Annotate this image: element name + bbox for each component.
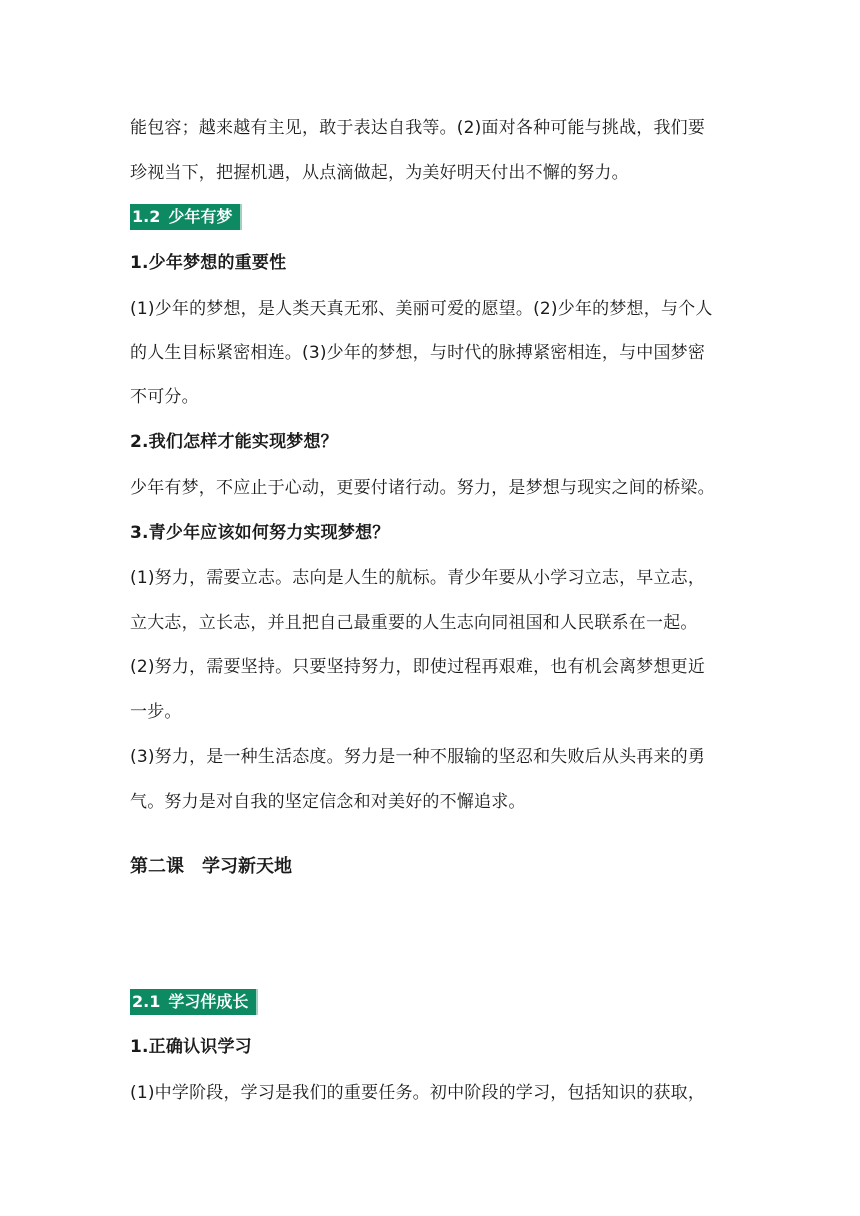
section-badge-2-1 <box>130 989 258 1015</box>
question-heading: 3.青少年应该如何努力实现梦想？ <box>130 523 390 543</box>
paragraph-line: (1)努力，需要立志。志向是人生的航标。青少年要从小学习立志，早立志， <box>130 568 706 588</box>
paragraph-line: (2)努力，需要坚持。只要坚持努力，即使过程再艰难，也有机会离梦想更近 <box>130 657 706 677</box>
lesson-title: 第二课 学习新天地 <box>130 856 292 877</box>
section-badge-1-2 <box>130 204 242 230</box>
paragraph-line: 立大志，立长志，并且把自己最重要的人生志向同祖国和人民联系在一起。 <box>130 613 698 633</box>
paragraph-line: (3)努力，是一种生活态度。努力是一种不服输的坚忍和失败后从头再来的勇 <box>130 747 706 767</box>
paragraph-line: (1)中学阶段，学习是我们的重要任务。初中阶段的学习，包括知识的获取， <box>130 1083 706 1103</box>
section-title: 少年有梦 <box>168 207 233 226</box>
section-number: 2.1 <box>132 992 161 1011</box>
paragraph-line: (1)少年的梦想，是人类天真无邪、美丽可爱的愿望。(2)少年的梦想，与个人 <box>130 299 713 319</box>
question-heading: 1.正确认识学习 <box>130 1037 252 1057</box>
paragraph-line: 珍视当下，把握机遇，从点滴做起，为美好明天付出不懈的努力。 <box>130 163 629 183</box>
paragraph-line: 不可分。 <box>130 387 199 407</box>
question-heading: 2.我们怎样才能实现梦想？ <box>130 432 338 452</box>
section-title: 学习伴成长 <box>168 992 249 1011</box>
question-heading: 1.少年梦想的重要性 <box>130 253 287 273</box>
paragraph-line: 的人生目标紧密相连。(3)少年的梦想，与时代的脉搏紧密相连，与中国梦密 <box>130 343 706 363</box>
section-number: 1.2 <box>132 207 161 226</box>
paragraph-line: 少年有梦，不应止于心动，更要付诸行动。努力，是梦想与现实之间的桥梁。 <box>130 478 715 498</box>
paragraph-line: 气。努力是对自我的坚定信念和对美好的不懈追求。 <box>130 792 526 812</box>
paragraph-line: 能包容；越来越有主见，敢于表达自我等。(2)面对各种可能与挑战，我们要 <box>130 118 706 138</box>
paragraph-line: 一步。 <box>130 702 182 722</box>
